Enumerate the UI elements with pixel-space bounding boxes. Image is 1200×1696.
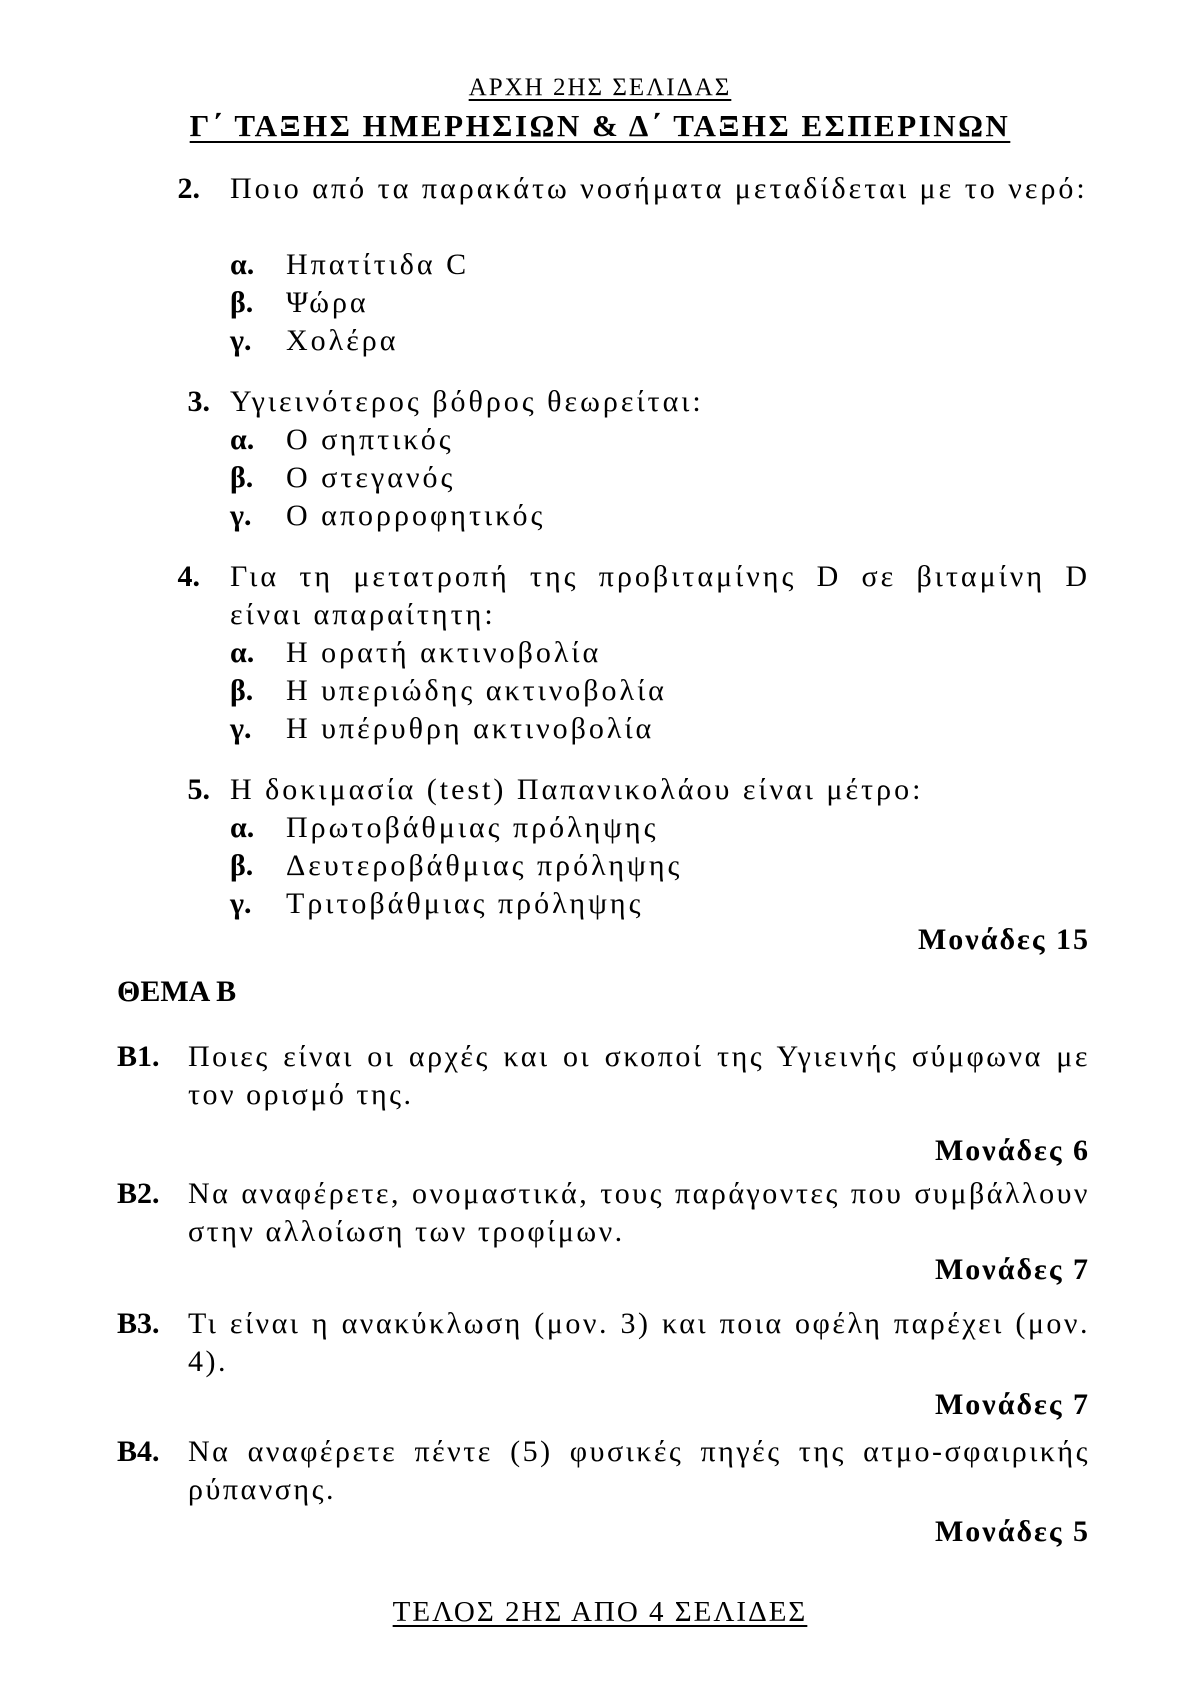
question-b1 xyxy=(117,1038,1090,1114)
question-number: 4. xyxy=(177,560,200,593)
option xyxy=(230,809,658,847)
option-text: Ο απορροφητικός xyxy=(286,499,546,532)
question-text: Να αναφέρετε, ονομαστικά, τους παράγοντες που συμβάλλουν στην αλλοίωση των τροφίμων. xyxy=(188,1177,1090,1248)
option xyxy=(230,421,454,459)
question-b4-marks: Μονάδες 5 xyxy=(934,1515,1090,1548)
page-title xyxy=(0,108,1200,144)
page-start-label: ΑΡΧΗ 2ΗΣ ΣΕΛΙΔΑΣ xyxy=(468,74,732,101)
option-letter: α. xyxy=(230,636,255,669)
question-2 xyxy=(0,170,1200,250)
page-end-label: ΤΕΛΟΣ 2ΗΣ ΑΠΟ 4 ΣΕΛΙΔΕΣ xyxy=(392,1596,808,1628)
option xyxy=(230,322,399,360)
option-text: Ηπατίτιδα C xyxy=(286,248,470,281)
option-letter: β. xyxy=(230,849,254,882)
option xyxy=(230,634,601,672)
option-letter: β. xyxy=(230,286,254,319)
page-header-top xyxy=(0,74,1200,102)
option-text: Ο σηπτικός xyxy=(286,423,454,456)
option-text: Η υπέρυθρη ακτινοβολία xyxy=(286,712,655,745)
option-text: Τριτοβάθμιας πρόληψης xyxy=(286,887,644,920)
question-number: 5. xyxy=(187,773,210,806)
option xyxy=(230,672,667,710)
section-a-marks: Μονάδες 15 xyxy=(917,923,1090,956)
option-text: Πρωτοβάθμιας πρόληψης xyxy=(286,811,659,844)
question-text: Τι είναι η ανακύκλωση (μον. 3) και ποια οφέλη παρέχει (μον. 4). xyxy=(188,1307,1090,1378)
question-b2-marks: Μονάδες 7 xyxy=(934,1253,1090,1286)
question-number: 3. xyxy=(187,385,210,418)
question-b4 xyxy=(117,1433,1090,1509)
question-text: Για τη μετατροπή της προβιταμίνης D σε βιταμίνη D είναι απαραίτητη: xyxy=(230,560,1090,631)
question-5 xyxy=(0,771,1200,811)
question-text: Υγιεινότερος βόθρος θεωρείται: xyxy=(230,385,704,418)
option-text: Η υπεριώδης ακτινοβολία xyxy=(286,674,667,707)
question-3 xyxy=(0,383,1200,423)
question-4 xyxy=(0,558,1200,638)
option-text: Χολέρα xyxy=(286,324,399,357)
option-letter: γ. xyxy=(230,712,252,745)
section-b-title: ΘΕΜΑ Β xyxy=(117,975,237,1008)
question-text: Να αναφέρετε πέντε (5) φυσικές πηγές της ατμο-σφαιρικής ρύπανσης. xyxy=(188,1435,1090,1506)
question-b3-marks: Μονάδες 7 xyxy=(934,1388,1090,1421)
option-text: Ο στεγανός xyxy=(286,461,456,494)
question-b2 xyxy=(117,1175,1090,1251)
question-number: Β2. xyxy=(117,1177,160,1210)
option-letter: α. xyxy=(230,811,255,844)
option xyxy=(230,885,643,923)
question-text: Ποιες είναι οι αρχές και οι σκοποί της Υγιεινής σύμφωνα με τον ορισμό της. xyxy=(188,1040,1090,1111)
option xyxy=(230,246,469,284)
option-text: Η ορατή ακτινοβολία xyxy=(286,636,602,669)
question-text: Ποιο από τα παρακάτω νοσήματα μεταδίδεται με το νερό: xyxy=(230,172,1088,205)
option-letter: γ. xyxy=(230,324,252,357)
question-number: Β1. xyxy=(117,1040,160,1073)
option-text: Ψώρα xyxy=(286,286,369,319)
option xyxy=(230,497,545,535)
option-letter: α. xyxy=(230,423,255,456)
exam-class-title: Γ΄ ΤΑΞΗΣ ΗΜΕΡΗΣΙΩΝ & Δ΄ ΤΑΞΗΣ ΕΣΠΕΡΙΝΩΝ xyxy=(189,108,1011,143)
option-letter: β. xyxy=(230,674,254,707)
option xyxy=(230,459,455,497)
option-letter: β. xyxy=(230,461,254,494)
option xyxy=(230,847,682,885)
question-number: Β4. xyxy=(117,1435,160,1468)
option-letter: α. xyxy=(230,248,255,281)
question-b3 xyxy=(117,1305,1090,1381)
page-footer xyxy=(0,1596,1200,1629)
question-text: Η δοκιμασία (test) Παπανικολάου είναι μέτρο: xyxy=(230,773,924,806)
option xyxy=(230,284,369,322)
question-number: 2. xyxy=(177,172,200,205)
option-letter: γ. xyxy=(230,499,252,532)
option xyxy=(230,710,654,748)
question-b1-marks: Μονάδες 6 xyxy=(934,1134,1090,1167)
option-text: Δευτεροβάθμιας πρόληψης xyxy=(286,849,683,882)
question-number: Β3. xyxy=(117,1307,160,1340)
option-letter: γ. xyxy=(230,887,252,920)
